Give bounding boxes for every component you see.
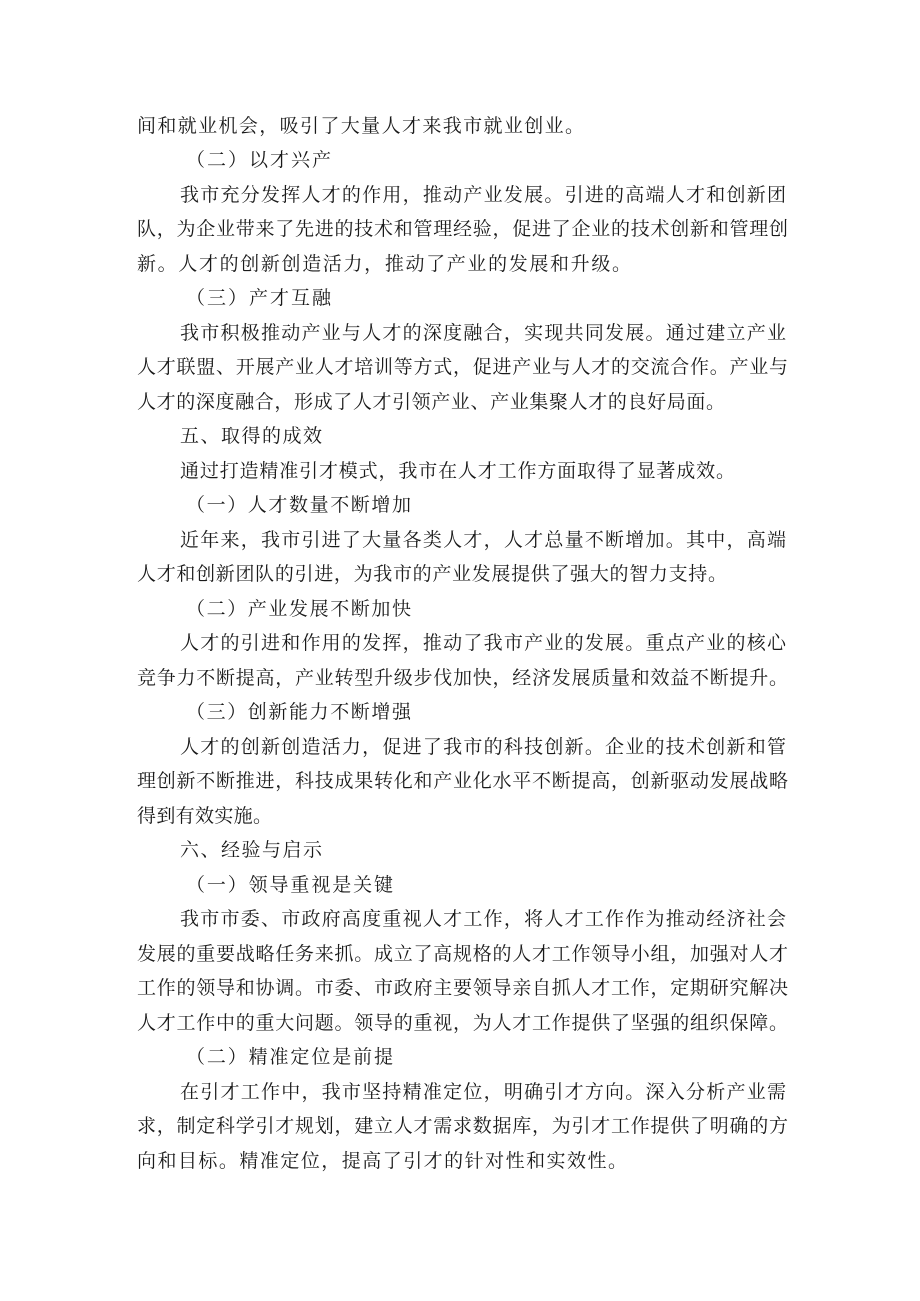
line-text: 间和就业机会，吸引了大量人才来我市就业创业。 — [137, 115, 586, 137]
line-text: 人才联盟、开展产业人才培训等方式，促进产业与人才的交流合作。产业与 — [137, 356, 789, 378]
text-line — [0, 1144, 920, 1178]
line-text: 人才的深度融合，形成了人才引领产业、产业集聚人才的良好局面。 — [137, 391, 726, 413]
line-text: 五、取得的成效 — [180, 425, 324, 447]
line-text: 发展的重要战略任务来抓。成立了高规格的人才工作领导小组，加强对人才 — [137, 943, 789, 965]
line-text: （二）以才兴产 — [186, 149, 333, 171]
text-line — [0, 937, 920, 971]
line-text: （一）领导重视是关键 — [186, 874, 395, 896]
text-line — [0, 971, 920, 1005]
line-text: 我市市委、市政府高度重视人才工作，将人才工作作为推动经济社会 — [180, 908, 788, 930]
line-text: 向和目标。精准定位，提高了引才的针对性和实效性。 — [137, 1150, 629, 1172]
section-heading — [0, 419, 920, 453]
text-line — [0, 109, 920, 143]
subheading — [0, 695, 920, 729]
text-line — [0, 661, 920, 695]
line-text: （二）精准定位是前提 — [186, 1046, 395, 1068]
line-text: 我市积极推动产业与人才的深度融合，实现共同发展。通过建立产业 — [180, 322, 788, 344]
subheading — [0, 143, 920, 177]
text-line — [0, 178, 920, 212]
line-text: 求，制定科学引才规划，建立人才需求数据库，为引才工作提供了明确的方 — [137, 1115, 789, 1137]
line-text: 六、经验与启示 — [180, 839, 324, 861]
line-text: （二）产业发展不断加快 — [186, 598, 413, 620]
line-text: （三）产才互融 — [186, 287, 333, 309]
section-heading — [0, 833, 920, 867]
text-line — [0, 523, 920, 557]
text-line — [0, 730, 920, 764]
text-line — [0, 454, 920, 488]
line-text: 人才工作中的重大问题。领导的重视，为人才工作提供了坚强的组织保障。 — [137, 1012, 789, 1034]
line-text: 新。人才的创新创造活力，推动了产业的发展和升级。 — [137, 253, 633, 275]
text-line — [0, 557, 920, 591]
line-text: （三）创新能力不断增强 — [186, 701, 413, 723]
text-line — [0, 1109, 920, 1143]
text-line — [0, 350, 920, 384]
text-line — [0, 1006, 920, 1040]
line-text: 在引才工作中，我市坚持精准定位，明确引才方向。深入分析产业需 — [180, 1081, 788, 1103]
line-text: 队，为企业带来了先进的技术和管理经验，促进了企业的技术创新和管理创 — [137, 218, 789, 240]
line-text: （一）人才数量不断增加 — [186, 494, 413, 516]
text-line — [0, 626, 920, 660]
text-line — [0, 1075, 920, 1109]
line-text: 人才的创新创造活力，促进了我市的科技创新。企业的技术创新和管 — [180, 736, 788, 758]
line-text: 通过打造精准引才模式，我市在人才工作方面取得了显著成效。 — [180, 460, 736, 482]
text-line — [0, 385, 920, 419]
text-line — [0, 902, 920, 936]
subheading — [0, 488, 920, 522]
subheading — [0, 281, 920, 315]
line-text: 得到有效实施。 — [137, 805, 273, 827]
text-line — [0, 799, 920, 833]
subheading — [0, 868, 920, 902]
text-line — [0, 247, 920, 281]
line-text: 工作的领导和协调。市委、市政府主要领导亲自抓人才工作，定期研究解决 — [137, 977, 789, 999]
line-text: 人才的引进和作用的发挥，推动了我市产业的发展。重点产业的核心 — [180, 632, 788, 654]
text-line — [0, 764, 920, 798]
line-text: 近年来，我市引进了大量各类人才，人才总量不断增加。其中，高端 — [180, 529, 788, 551]
line-text: 人才和创新团队的引进，为我市的产业发展提供了强大的智力支持。 — [137, 563, 728, 585]
line-text: 我市充分发挥人才的作用，推动产业发展。引进的高端人才和创新团 — [180, 184, 788, 206]
line-text: 竞争力不断提高，产业转型升级步伐加快，经济发展质量和效益不断提升。 — [137, 667, 789, 689]
subheading — [0, 1040, 920, 1074]
line-text: 理创新不断推进，科技成果转化和产业化水平不断提高，创新驱动发展战略 — [137, 770, 789, 792]
subheading — [0, 592, 920, 626]
text-line — [0, 212, 920, 246]
text-line — [0, 316, 920, 350]
